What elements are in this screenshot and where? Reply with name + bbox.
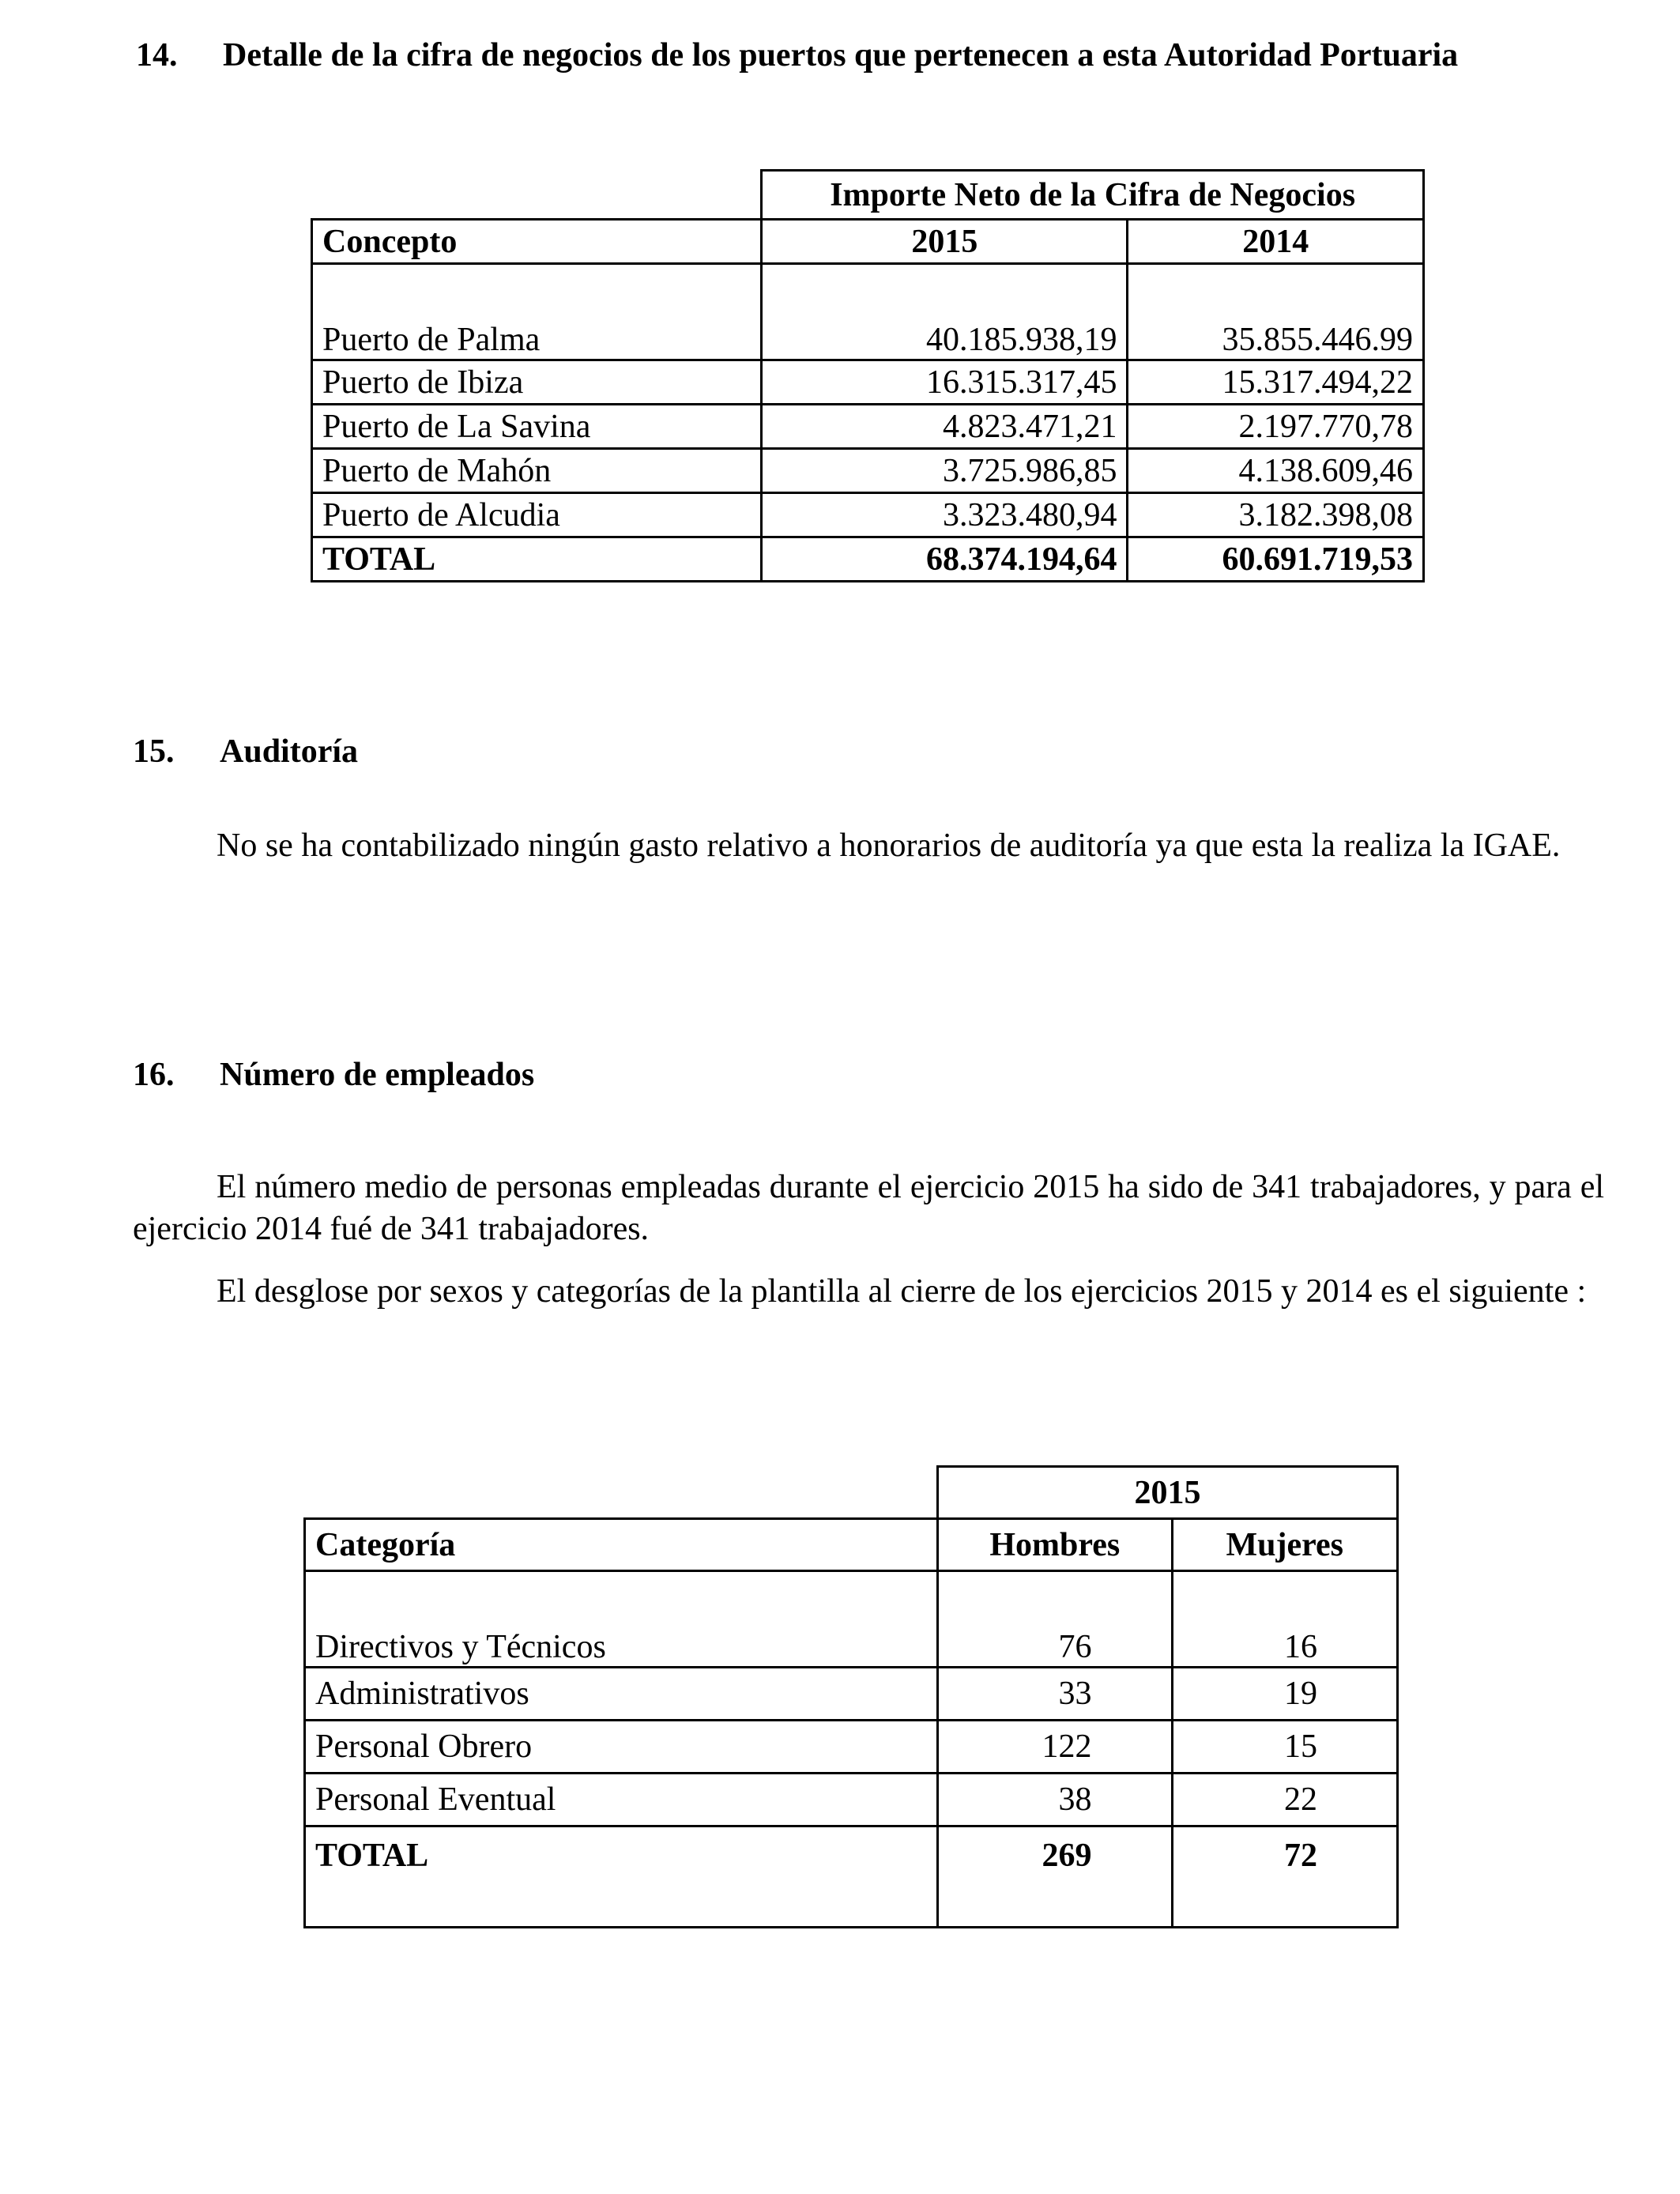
table-row: [305, 1571, 1398, 1668]
table-total-row: [312, 537, 1424, 582]
employees-table: [303, 1465, 1399, 1928]
section-16-title: Número de empleados: [220, 1057, 535, 1093]
row-value-2015: 3.725.986,85: [762, 449, 1128, 493]
table-row: [312, 264, 1424, 360]
section-15-heading: [133, 733, 358, 771]
section-15-text: No se ha contabilizado ningún gasto relativo a honorarios de auditoría ya que esta la realiza la IGAE.: [217, 827, 1561, 864]
row-men: 38: [938, 1774, 1172, 1826]
table-row: [312, 449, 1424, 493]
section-15-number: 15.: [133, 733, 175, 770]
total-value-2014: 60.691.719,53: [1128, 537, 1424, 582]
row-value-2014: 15.317.494,22: [1128, 360, 1424, 405]
row-concept: Puerto de Palma: [312, 264, 762, 360]
total-men: 269: [938, 1826, 1172, 1928]
row-concept: Puerto de La Savina: [312, 405, 762, 449]
row-concept: Puerto de Ibiza: [312, 360, 762, 405]
row-value-2014: 4.138.609,46: [1128, 449, 1424, 493]
row-value-2014: 2.197.770,78: [1128, 405, 1424, 449]
row-concept: Puerto de Mahón: [312, 449, 762, 493]
row-concept: Puerto de Alcudia: [312, 493, 762, 537]
col-header-2015: 2015: [762, 220, 1128, 264]
section-16-paragraph-2: [133, 1271, 1604, 1313]
section-14-title: Detalle de la cifra de negocios de los puertos que pertenecen a esta Autoridad Portuaria: [223, 37, 1459, 74]
table-total-row: [305, 1826, 1398, 1928]
section-16-heading: [133, 1056, 534, 1094]
row-value-2014: 3.182.398,08: [1128, 493, 1424, 537]
employees-group-header: 2015: [938, 1467, 1398, 1519]
col-header-mujeres: Mujeres: [1172, 1519, 1397, 1571]
total-women: 72: [1172, 1826, 1397, 1928]
col-header-2014: 2014: [1128, 220, 1424, 264]
section-15-title: Auditoría: [220, 733, 359, 770]
row-women: 22: [1172, 1774, 1397, 1826]
total-value-2015: 68.374.194,64: [762, 537, 1128, 582]
table-row: [312, 493, 1424, 537]
table-row: [312, 360, 1424, 405]
table-row: [305, 1774, 1398, 1826]
row-value-2015: 40.185.938,19: [762, 264, 1128, 360]
row-value-2014: 35.855.446.99: [1128, 264, 1424, 360]
revenue-table: [311, 169, 1425, 582]
table-row: [305, 1668, 1398, 1721]
row-category: Directivos y Técnicos: [305, 1571, 938, 1668]
section-16-number: 16.: [133, 1057, 175, 1093]
section-14-number: 14.: [136, 37, 178, 74]
row-women: 16: [1172, 1571, 1397, 1668]
row-category: Personal Eventual: [305, 1774, 938, 1826]
col-header-categoria: Categoría: [305, 1519, 938, 1571]
total-label: TOTAL: [305, 1826, 938, 1928]
table-row: [312, 405, 1424, 449]
row-men: 76: [938, 1571, 1172, 1668]
row-men: 33: [938, 1668, 1172, 1721]
row-men: 122: [938, 1721, 1172, 1774]
section-15-paragraph: [133, 825, 1604, 867]
row-category: Personal Obrero: [305, 1721, 938, 1774]
row-women: 19: [1172, 1668, 1397, 1721]
revenue-group-header: Importe Neto de la Cifra de Negocios: [762, 171, 1424, 220]
total-label: TOTAL: [312, 537, 762, 582]
section-16-para2-text: El desglose por sexos y categorías de la plantilla al cierre de los ejercicios 2015 y 2014 es el siguiente :: [217, 1273, 1587, 1310]
table-row: [305, 1721, 1398, 1774]
row-category: Administrativos: [305, 1668, 938, 1721]
section-16-para1-text: El número medio de personas empleadas durante el ejercicio 2015 ha sido de 341 trabajadores, y para el ejercicio 2014 fué de 341 trabajadores.: [133, 1169, 1604, 1247]
col-header-hombres: Hombres: [938, 1519, 1172, 1571]
row-women: 15: [1172, 1721, 1397, 1774]
row-value-2015: 4.823.471,21: [762, 405, 1128, 449]
row-value-2015: 3.323.480,94: [762, 493, 1128, 537]
row-value-2015: 16.315.317,45: [762, 360, 1128, 405]
section-14-heading: [136, 36, 1458, 74]
section-16-paragraph-1: [133, 1167, 1604, 1250]
col-header-concepto: Concepto: [312, 220, 762, 264]
